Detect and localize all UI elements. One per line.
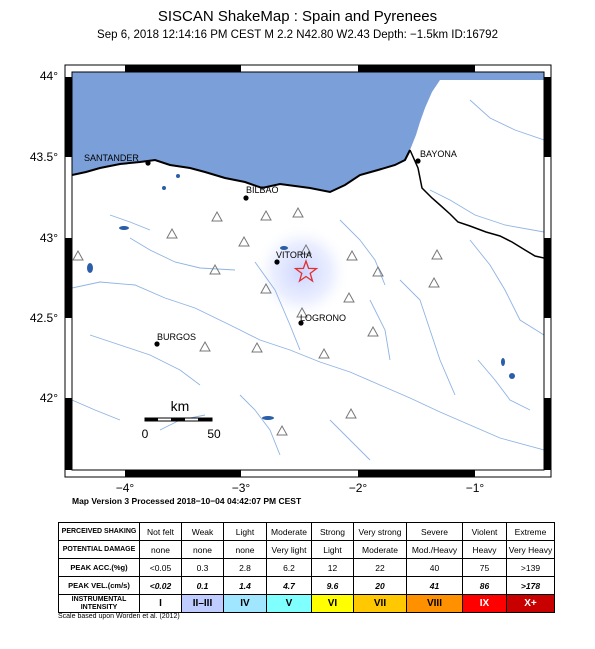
city-label-bayona: BAYONA bbox=[420, 149, 457, 159]
city-dot-bayona bbox=[415, 158, 420, 163]
lon-label: −4° bbox=[115, 481, 135, 495]
pga-cell: 2.8 bbox=[224, 559, 267, 577]
pga-cell: 12 bbox=[312, 559, 354, 577]
shaking-cell: Extreme bbox=[507, 523, 555, 541]
pga-cell: 6.2 bbox=[267, 559, 312, 577]
city-dot-burgos bbox=[154, 341, 159, 346]
city-label-vitoria: VITORIA bbox=[276, 250, 312, 260]
shaking-area bbox=[254, 224, 350, 320]
damage-cell: Very light bbox=[267, 541, 312, 559]
scale-reference-note: Scale based upon Worden et al. (2012) bbox=[58, 613, 180, 620]
pgv-cell: 4.7 bbox=[267, 577, 312, 595]
damage-cell: Very Heavy bbox=[507, 541, 555, 559]
lon-label: −1° bbox=[465, 481, 485, 495]
event-info: Sep 6, 2018 12:14:16 PM CEST M 2.2 N42.80 W2.43 Depth: −1.5km ID:16792 bbox=[97, 29, 498, 41]
lon-label: −3° bbox=[231, 481, 251, 495]
pga-cell: 0.3 bbox=[182, 559, 224, 577]
city-dot-vitoria bbox=[274, 259, 279, 264]
mmi-cell: VI bbox=[312, 595, 354, 613]
damage-cell: Moderate bbox=[354, 541, 407, 559]
shaking-row bbox=[59, 523, 555, 541]
row-label-mmi: INSTRUMENTAL INTENSITY bbox=[59, 595, 140, 613]
pgv-cell: >178 bbox=[507, 577, 555, 595]
damage-row bbox=[59, 541, 555, 559]
city-label-logrono: LOGRONO bbox=[300, 313, 347, 323]
damage-cell: Heavy bbox=[463, 541, 507, 559]
mmi-cell: I bbox=[140, 595, 182, 613]
mmi-cell: IX bbox=[463, 595, 507, 613]
pga-cell: >139 bbox=[507, 559, 555, 577]
mmi-cell: VIII bbox=[407, 595, 463, 613]
shaking-cell: Weak bbox=[182, 523, 224, 541]
map-title: SISCAN ShakeMap : Spain and Pyrenees bbox=[157, 8, 438, 25]
pga-cell: <0.05 bbox=[140, 559, 182, 577]
city-dot-santander bbox=[145, 160, 150, 165]
pga-cell: 75 bbox=[463, 559, 507, 577]
pgv-row bbox=[59, 577, 555, 595]
pga-cell: 22 bbox=[354, 559, 407, 577]
row-label-pgv: PEAK VEL.(cm/s) bbox=[59, 577, 140, 595]
intensity-legend bbox=[58, 522, 555, 613]
pga-row bbox=[59, 559, 555, 577]
mmi-row bbox=[59, 595, 555, 613]
mmi-cell: II–III bbox=[182, 595, 224, 613]
scale-start: 0 bbox=[141, 427, 149, 441]
pgv-cell: 0.1 bbox=[182, 577, 224, 595]
pgv-cell: 86 bbox=[463, 577, 507, 595]
shaking-cell: Moderate bbox=[267, 523, 312, 541]
shaking-cell: Light bbox=[224, 523, 267, 541]
lon-label: −2° bbox=[348, 481, 368, 495]
damage-cell: Light bbox=[312, 541, 354, 559]
lat-label: 43.5° bbox=[29, 150, 58, 164]
processing-footer: Map Version 3 Processed 2018−10−04 04:42:07 PM CEST bbox=[72, 496, 302, 506]
row-label-shaking: PERCEIVED SHAKING bbox=[59, 523, 140, 541]
scale-end: 50 bbox=[207, 427, 221, 441]
scale-unit: km bbox=[170, 398, 190, 414]
shaking-cell: Severe bbox=[407, 523, 463, 541]
row-label-damage: POTENTIAL DAMAGE bbox=[59, 541, 140, 559]
pgv-cell: <0.02 bbox=[140, 577, 182, 595]
shaking-cell: Strong bbox=[312, 523, 354, 541]
city-dot-bilbao bbox=[243, 195, 248, 200]
pgv-cell: 20 bbox=[354, 577, 407, 595]
pgv-cell: 1.4 bbox=[224, 577, 267, 595]
city-label-santander: SANTANDER bbox=[84, 153, 139, 163]
mmi-cell: X+ bbox=[507, 595, 555, 613]
pgv-cell: 9.6 bbox=[312, 577, 354, 595]
damage-cell: Mod./Heavy bbox=[407, 541, 463, 559]
damage-cell: none bbox=[140, 541, 182, 559]
mmi-cell: IV bbox=[224, 595, 267, 613]
shaking-cell: Not felt bbox=[140, 523, 182, 541]
mmi-cell: VII bbox=[354, 595, 407, 613]
pgv-cell: 41 bbox=[407, 577, 463, 595]
shaking-cell: Violent bbox=[463, 523, 507, 541]
city-label-bilbao: BILBAO bbox=[246, 185, 279, 195]
lat-label: 43° bbox=[39, 231, 58, 245]
damage-cell: none bbox=[224, 541, 267, 559]
lat-label: 42° bbox=[39, 391, 58, 405]
lat-label: 44° bbox=[39, 69, 58, 83]
shaking-cell: Very strong bbox=[354, 523, 407, 541]
mmi-cell: V bbox=[267, 595, 312, 613]
city-label-burgos: BURGOS bbox=[157, 332, 197, 342]
damage-cell: none bbox=[182, 541, 224, 559]
lat-label: 42.5° bbox=[29, 311, 58, 325]
row-label-pga: PEAK ACC.(%g) bbox=[59, 559, 140, 577]
pga-cell: 40 bbox=[407, 559, 463, 577]
